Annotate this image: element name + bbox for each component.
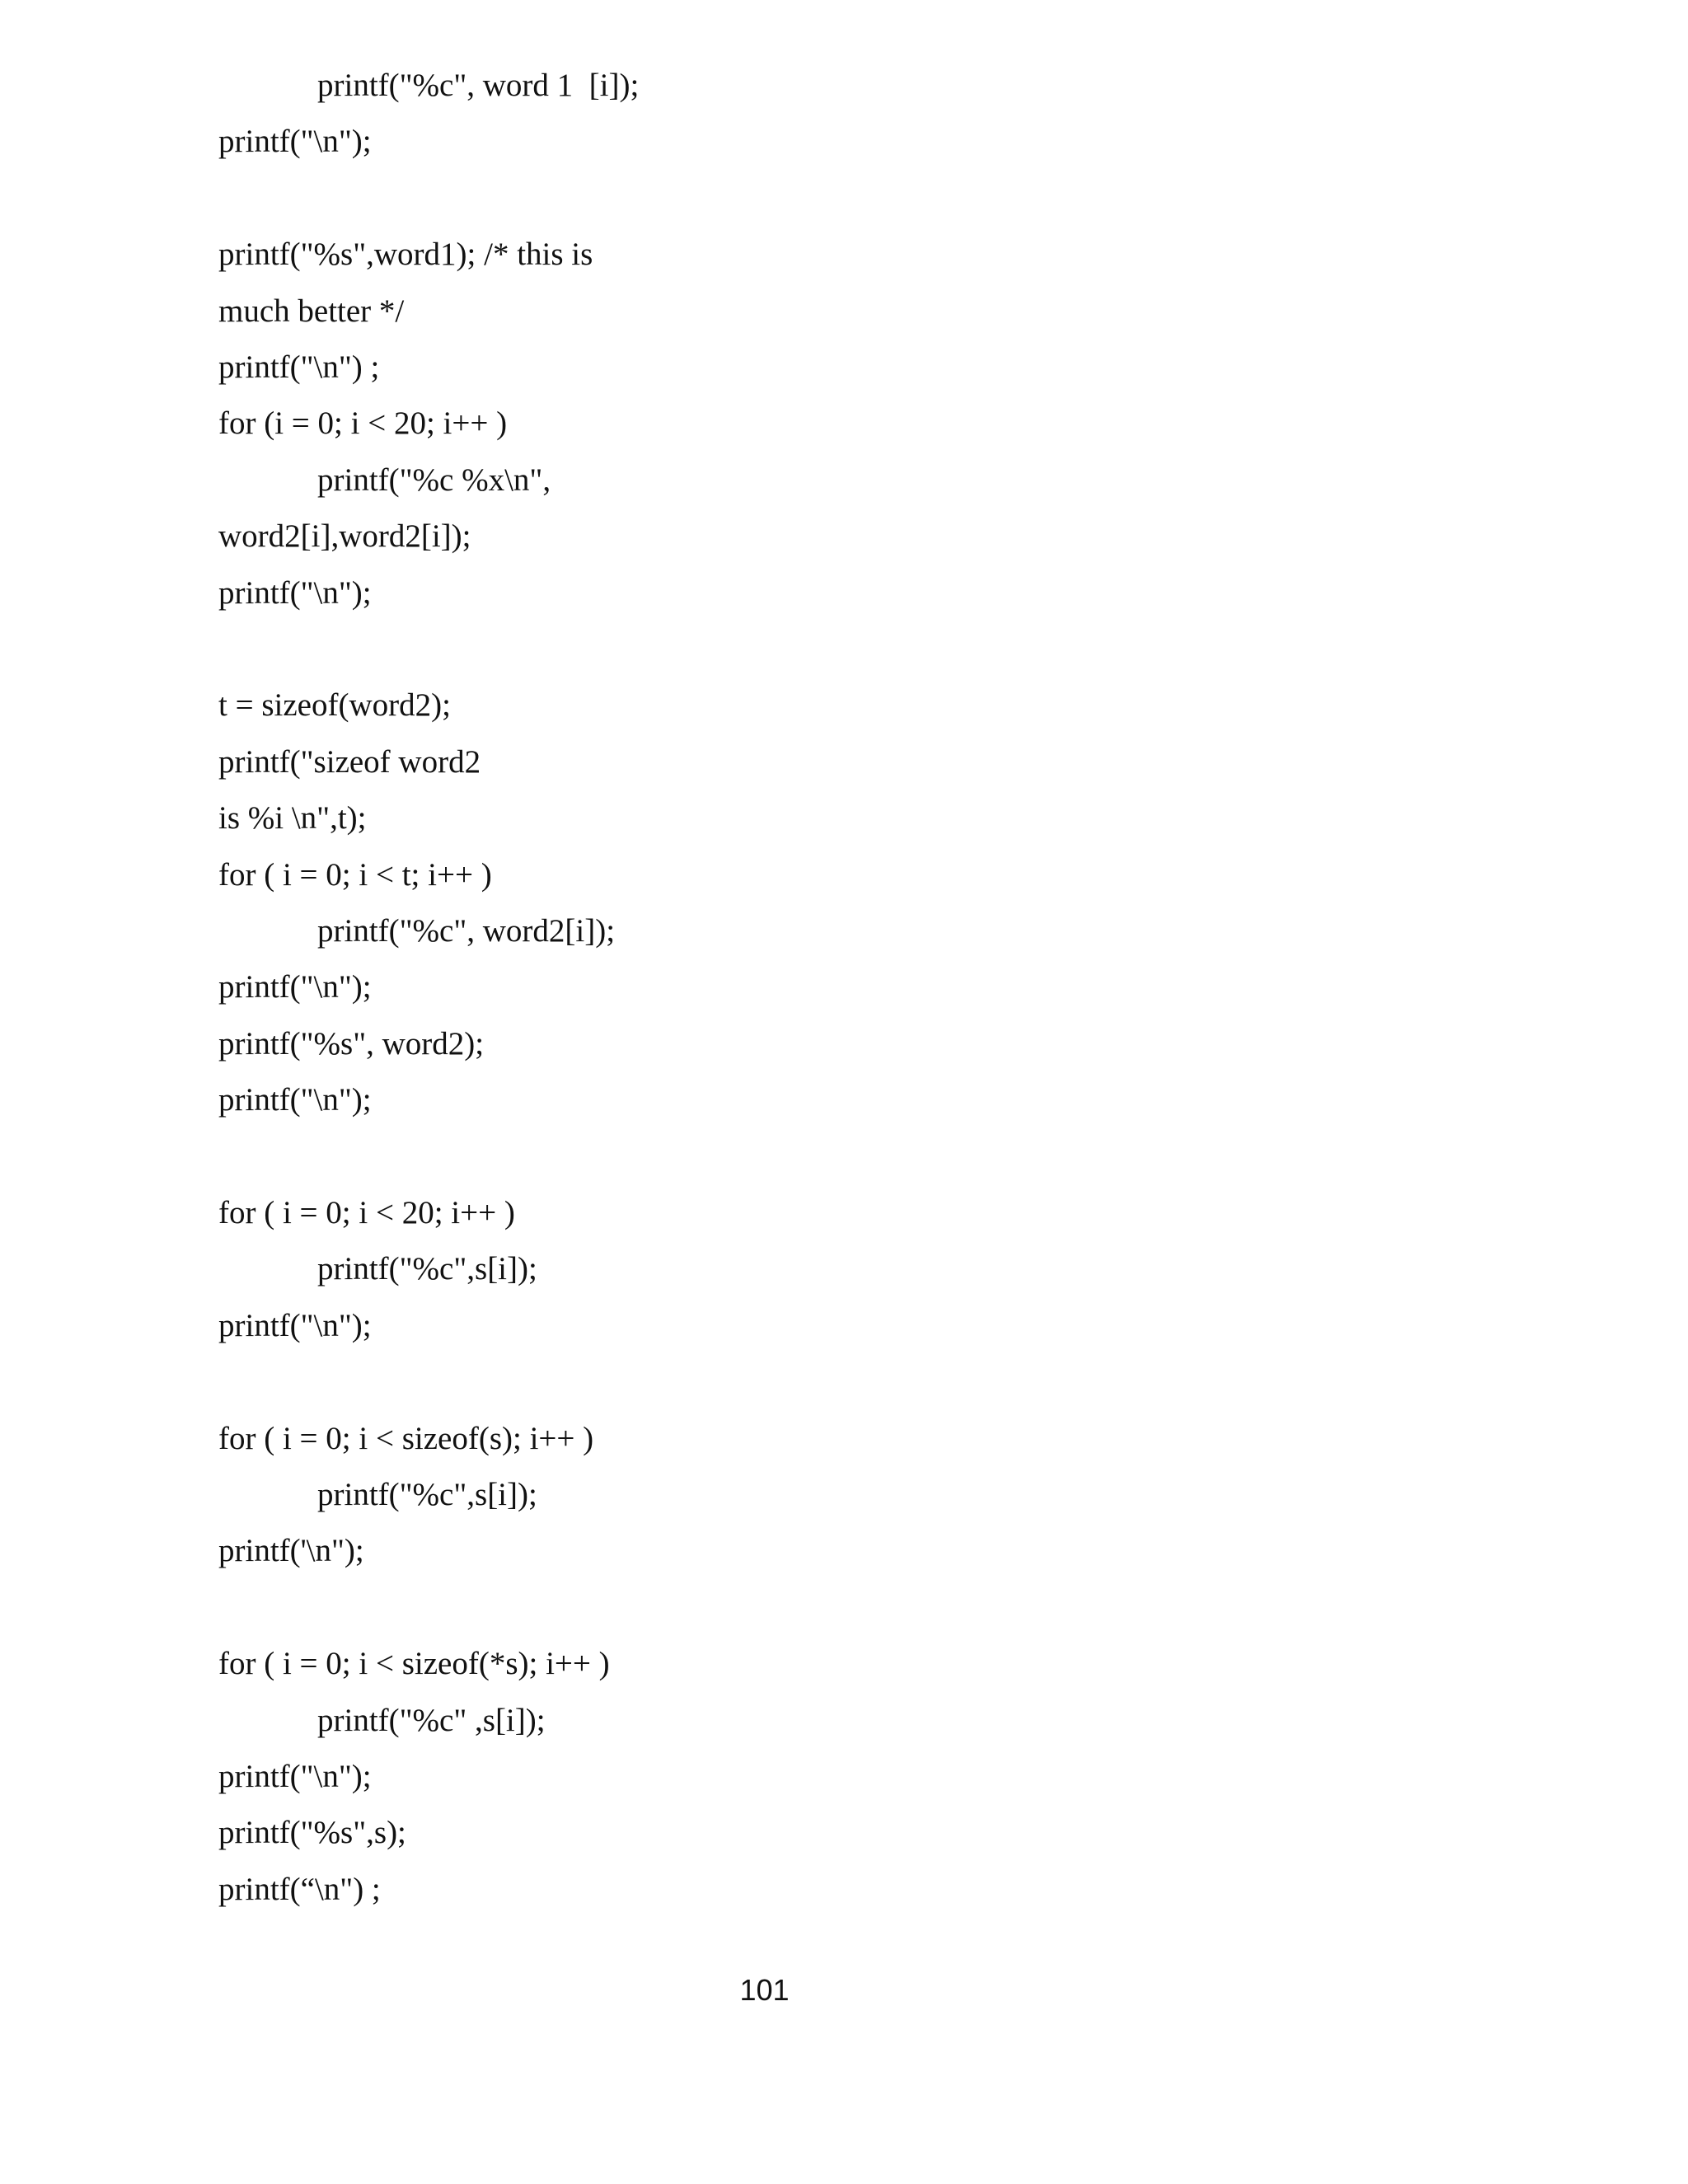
code-line: printf("%c", word2[i]); — [317, 913, 616, 949]
code-line: printf('\n"); — [218, 1533, 364, 1569]
code-line: much better */ — [218, 293, 405, 329]
code-line: printf("%s",s); — [218, 1815, 406, 1851]
code-line: printf("%c %x\n", — [317, 462, 551, 498]
code-line: printf("%s", word2); — [218, 1025, 485, 1062]
code-line: printf("%c",s[i]); — [317, 1251, 537, 1287]
code-line: printf("\n"); — [218, 1759, 372, 1794]
code-line: for ( i = 0; i < sizeof(*s); i++ ) — [218, 1646, 610, 1682]
code-line: printf("\n"); — [218, 574, 372, 611]
code-line: word2[i],word2[i]); — [218, 518, 471, 555]
code-line: printf("\n") ; — [218, 349, 380, 385]
code-line: printf("\n"); — [218, 1307, 372, 1343]
code-line: t = sizeof(word2); — [218, 687, 451, 724]
code-line: printf("%c" ,s[i]); — [317, 1702, 546, 1738]
code-line: printf("sizeof word2 — [218, 743, 481, 780]
code-line: for (i = 0; i < 20; i++ ) — [218, 405, 508, 442]
page-number: 101 — [739, 1973, 790, 2007]
code-line: printf("%s",word1); /* this is — [218, 237, 593, 273]
code-line: for ( i = 0; i < sizeof(s); i++ ) — [218, 1420, 594, 1456]
code-line: printf("\n"); — [218, 1082, 372, 1118]
code-line: printf(“\n") ; — [218, 1871, 381, 1907]
code-line: printf("%c", word 1 [i]); — [317, 68, 640, 103]
code-line: printf("\n"); — [218, 969, 372, 1005]
code-line: is %i \n",t); — [218, 800, 367, 837]
code-line: printf("\n"); — [218, 124, 372, 160]
code-line: printf("%c",s[i]); — [317, 1477, 537, 1512]
code-line: for ( i = 0; i < 20; i++ ) — [218, 1195, 515, 1230]
code-line: for ( i = 0; i < t; i++ ) — [218, 856, 492, 893]
